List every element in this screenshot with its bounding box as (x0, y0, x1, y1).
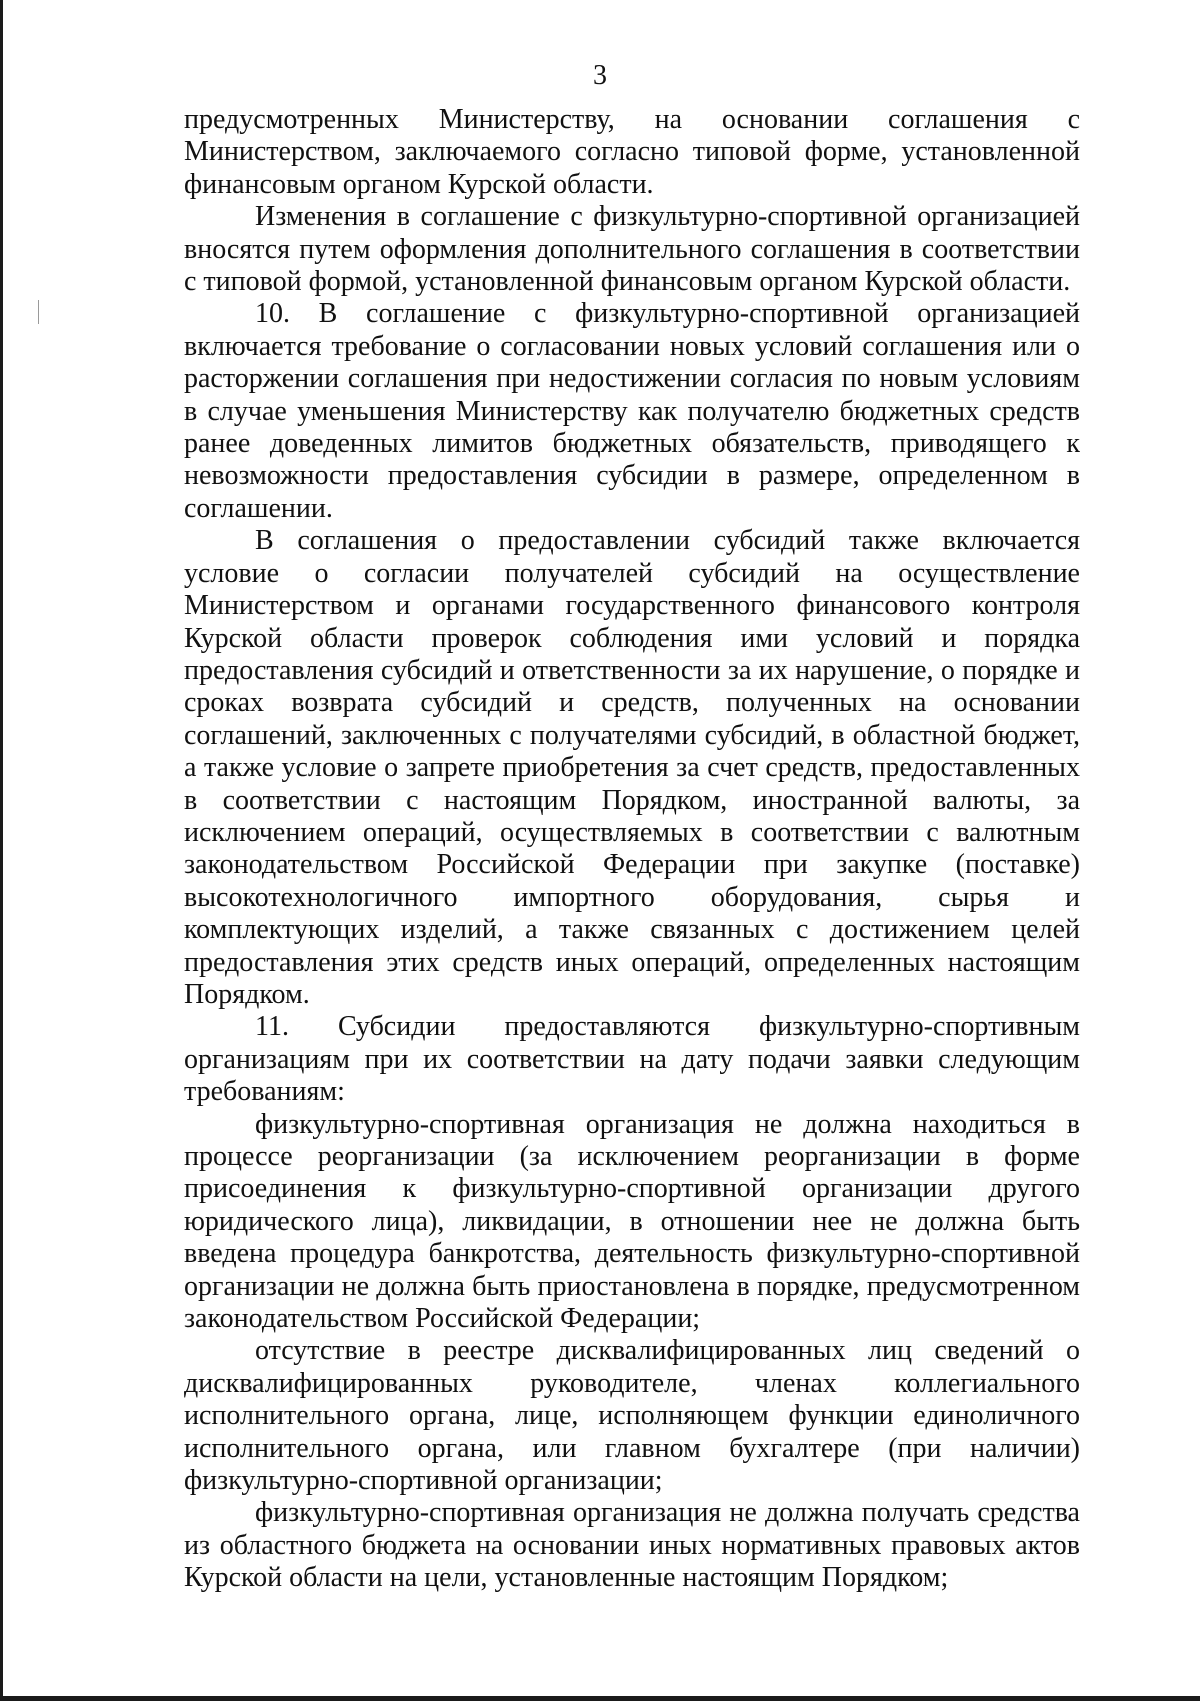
scan-left-border (0, 0, 3, 1701)
document-body (184, 104, 1080, 1595)
paragraph-agreement-changes: Изменения в соглашение с физкультурно-спортивной организацией вносятся путем оформления дополнительного соглашения в соответствии с типовой формой, установленной финансовым органом Курской области. (184, 201, 1080, 298)
paragraph-clause-11: 11. Субсидии предоставляются физкультурно-спортивным организациям при их соответствии на дату подачи заявки следующим требованиям: (184, 1011, 1080, 1108)
paragraph-requirement-other-funds: физкультурно-спортивная организация не должна получать средства из областного бюджета на основании иных нормативных правовых актов Курской области на цели, установленные настоящим Порядком; (184, 1497, 1080, 1594)
scan-bottom-border (0, 1696, 1200, 1701)
page-number: 3 (593, 60, 607, 91)
paragraph-requirement-reorganization: физкультурно-спортивная организация не должна находиться в процессе реорганизации (за исключением реорганизации в форме присоединения к физкультурно-спортивной организации другого юридического лица), ликвидации, в отношении нее не должна быть введена процедура банкротства, деятельность физкультурно-спортивной организации не должна быть приостановлена в порядке, предусмотренном законодательством Российской Федерации; (184, 1108, 1080, 1335)
paragraph-continuation: предусмотренных Министерству, на основании соглашения с Министерством, заключаемого согласно типовой форме, установленной финансовым органом Курской области. (184, 104, 1080, 200)
scan-margin-mark (38, 300, 39, 324)
paragraph-clause-10: 10. В соглашение с физкультурно-спортивной организацией включается требование о согласовании новых условий соглашения или о расторжении соглашения при недостижении согласия по новым условиям в случае уменьшения Министерству как получателю бюджетных средств ранее доведенных лимитов бюджетных обязательств, приводящего к невозможности предоставления субсидии в размере, определенном в соглашении. (184, 298, 1080, 524)
paragraph-requirement-disqualified: отсутствие в реестре дисквалифицированных лиц сведений о дисквалифицированных руководителе, членах коллегиального исполнительного органа, лице, исполняющем функции единоличного исполнительного органа, или главном бухгалтере (при наличии) физкультурно-спортивной организации; (184, 1335, 1080, 1497)
paragraph-subsidy-conditions: В соглашения о предоставлении субсидий также включается условие о согласии получателей субсидий на осуществление Министерством и органами государственного финансового контроля Курской области проверок соблюдения ими условий и порядка предоставления субсидий и ответственности за их нарушение, о порядке и сроках возврата субсидий и средств, полученных на основании соглашений, заключенных с получателями субсидий, в областной бюджет, а также условие о запрете приобретения за счет средств, предоставленных в соответствии с настоящим Порядком, иностранной валюты, за исключением операций, осуществляемых в соответствии с валютным законодательством Российской Федерации при закупке (поставке) высокотехнологичного импортного оборудования, сырья и комплектующих изделий, а также связанных с достижением целей предоставления этих средств иных операций, определенных настоящим Порядком. (184, 525, 1080, 1010)
